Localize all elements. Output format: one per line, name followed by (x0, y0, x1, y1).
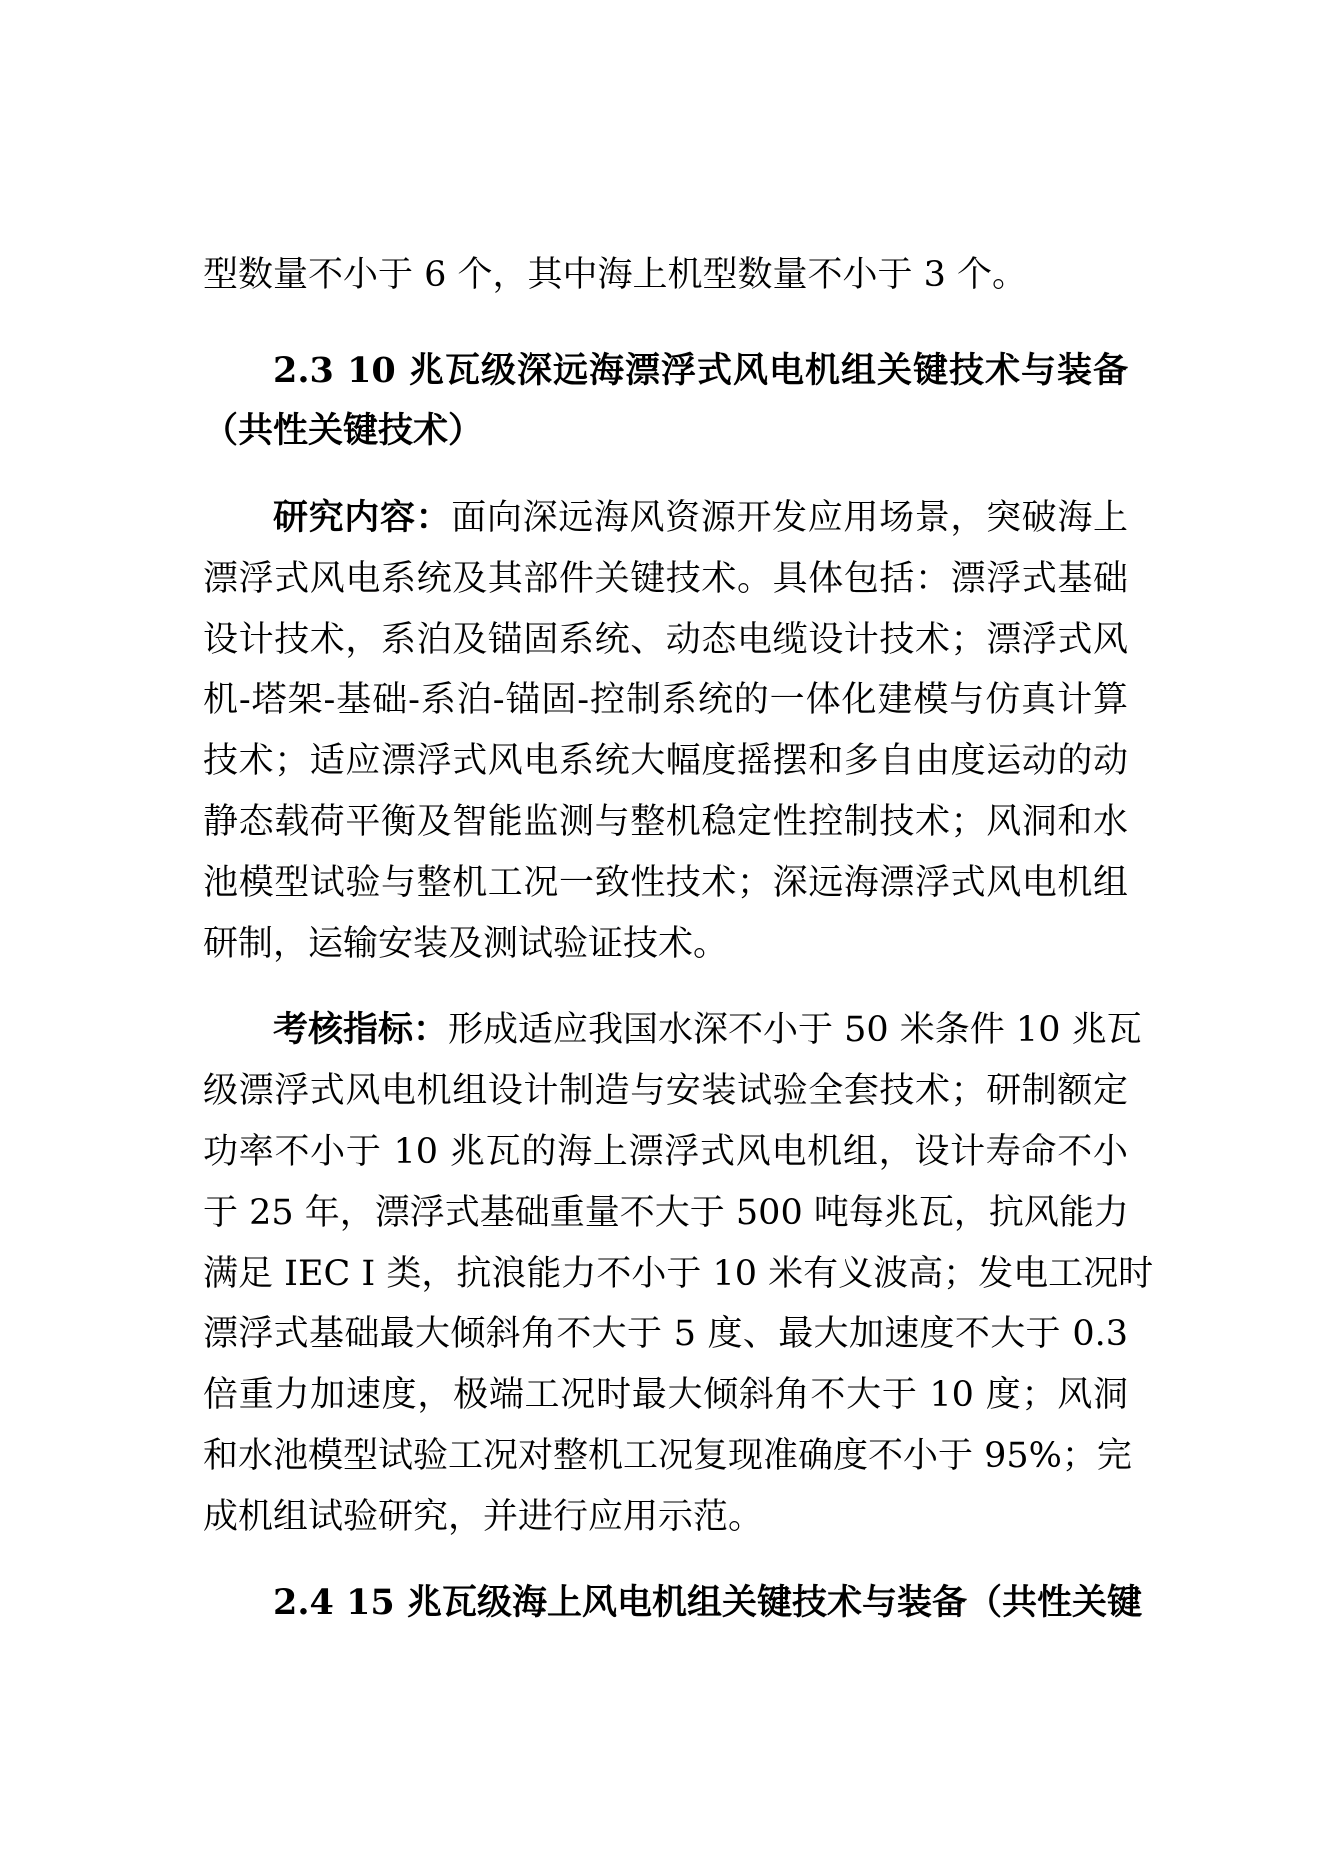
research-content-line-6: 静态载荷平衡及智能监测与整机稳定性控制技术；风洞和水 (203, 802, 1128, 842)
assessment-line-3: 功率不小于 10 兆瓦的海上漂浮式风电机组，设计寿命不小 (203, 1132, 1128, 1172)
research-content-text: 面向深远海风资源开发应用场景，突破海上 (451, 498, 1128, 538)
research-content-label: 研究内容： (273, 497, 452, 538)
assessment-line-5: 满足 IEC I 类，抗浪能力不小于 10 米有义波高；发电工况时 (203, 1254, 1154, 1294)
document-page (203, 0, 1154, 1871)
research-content-line-5: 技术；适应漂浮式风电系统大幅度摇摆和多自由度运动的动 (203, 741, 1128, 781)
research-content-line-8: 研制，运输安装及测试验证技术。 (203, 924, 729, 964)
section-heading-2-3-line-2: （共性关键技术） (203, 410, 484, 451)
assessment-line-4: 于 25 年，漂浮式基础重量不大于 500 吨每兆瓦，抗风能力 (203, 1193, 1129, 1233)
section-heading-2-4: 2.4 15 兆瓦级海上风电机组关键技术与装备（共性关键 (273, 1582, 1142, 1623)
assessment-line-8: 和水池模型试验工况对整机工况复现准确度不小于 95%；完 (203, 1436, 1132, 1476)
assessment-line-7: 倍重力加速度，极端工况时最大倾斜角不大于 10 度；风洞 (203, 1375, 1128, 1415)
assessment-line-1 (273, 1005, 1142, 1055)
assessment-line-9: 成机组试验研究，并进行应用示范。 (203, 1497, 764, 1537)
research-content-line-3: 设计技术，系泊及锚固系统、动态电缆设计技术；漂浮式风 (203, 620, 1128, 660)
research-content-line-7: 池模型试验与整机工况一致性技术；深远海漂浮式风电机组 (203, 863, 1128, 903)
assessment-label: 考核指标： (273, 1009, 449, 1050)
research-content-line-2: 漂浮式风电系统及其部件关键技术。具体包括：漂浮式基础 (203, 559, 1128, 599)
paragraph-continuation: 型数量不小于 6 个，其中海上机型数量不小于 3 个。 (203, 255, 1028, 295)
research-content-line-1 (273, 493, 1128, 543)
research-content-line-4: 机-塔架-基础-系泊-锚固-控制系统的一体化建模与仿真计算 (203, 680, 1128, 720)
assessment-line-6: 漂浮式基础最大倾斜角不大于 5 度、最大加速度不大于 0.3 (203, 1314, 1128, 1354)
section-heading-2-3-line-1: 2.3 10 兆瓦级深远海漂浮式风电机组关键技术与装备 (273, 350, 1128, 391)
assessment-text: 形成适应我国水深不小于 50 米条件 10 兆瓦 (448, 1010, 1142, 1050)
assessment-line-2: 级漂浮式风电机组设计制造与安装试验全套技术；研制额定 (203, 1071, 1128, 1111)
